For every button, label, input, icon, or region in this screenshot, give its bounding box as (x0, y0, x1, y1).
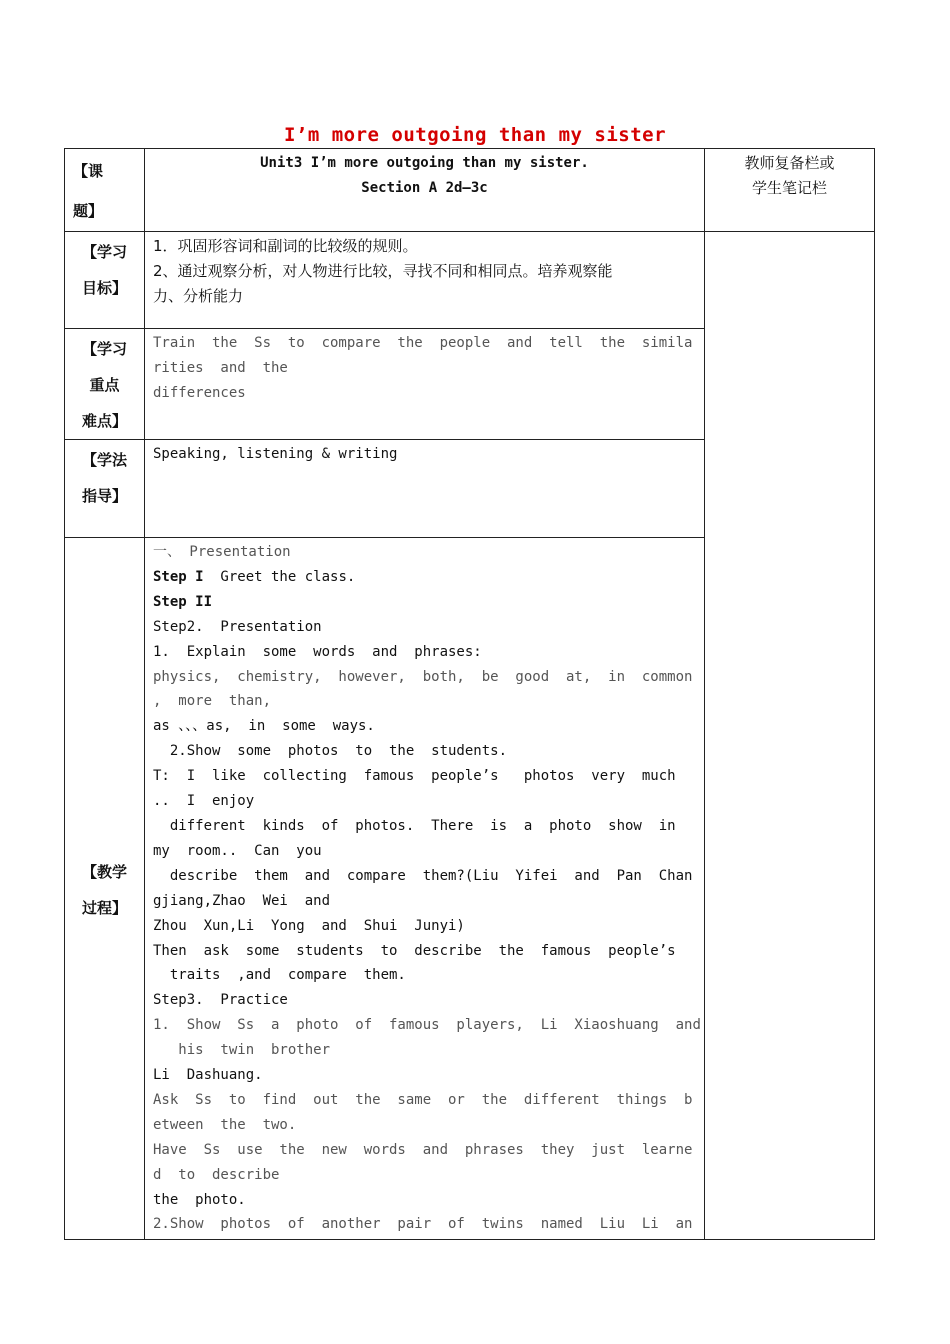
label-topic-line-2: 题】 (73, 202, 104, 220)
label-process-line-2: 过程】 (81, 898, 127, 917)
process-line: Step3. Practice (153, 992, 288, 1009)
process-line: describe them and compare them?(Liu Yifei and Pan Chan (153, 867, 693, 884)
document-title: I’m more outgoing than my sister (283, 124, 667, 146)
process-content (145, 538, 705, 1240)
process-line: 2.Show photos of another pair of twins named Liu Li an (153, 1216, 693, 1233)
process-line: , more than, (153, 693, 272, 710)
notes-header-line-1: 教师复备栏或 (744, 154, 835, 172)
notes-column-header (705, 149, 875, 232)
process-line: Ask Ss to find out the same or the different things b (153, 1091, 693, 1108)
process-line: .. I enjoy (153, 793, 255, 810)
process-line: gjiang,Zhao Wei and (153, 892, 331, 909)
process-line: Zhou Xun,Li Yong and Shui Junyi) (153, 917, 465, 934)
process-line: my room.. Can you (153, 842, 322, 859)
method-content (145, 440, 705, 538)
process-line: his twin brother (153, 1042, 331, 1059)
process-line: the photo. (153, 1191, 246, 1208)
process-line: Li Dashuang. (153, 1067, 263, 1084)
lesson-plan-table (64, 148, 875, 1240)
label-process (65, 538, 145, 1240)
process-line: traits ,and compare them. (153, 967, 406, 984)
topic-content (145, 149, 705, 232)
label-objectives-line-1: 【学习 (81, 243, 127, 261)
label-objectives-line-2: 目标】 (81, 279, 127, 297)
process-line: Step I Greet the class. (153, 568, 356, 585)
process-line: Then ask some students to describe the famous people’s (153, 942, 676, 959)
label-topic-line-1: 【课 (73, 162, 104, 180)
objectives-content (145, 232, 705, 329)
process-line: 2.Show some photos to the students. (153, 743, 508, 760)
process-line: 1. Explain some words and phrases: (153, 643, 482, 660)
notes-column (705, 232, 875, 1240)
section-title: Section A 2d—3c (361, 180, 488, 196)
label-key-points-line-2: 重点 (89, 376, 120, 394)
process-line-step-label: Step I (153, 568, 204, 585)
process-line: etween the two. (153, 1116, 297, 1133)
method-line-1: Speaking, listening & writing (153, 446, 398, 462)
key-point-line-2: rities and the (153, 359, 288, 376)
label-method (65, 440, 145, 538)
key-points-content (145, 329, 705, 440)
notes-header-line-2: 学生笔记栏 (751, 179, 827, 197)
label-method-line-2: 指导】 (81, 487, 127, 505)
process-line: 1. Show Ss a photo of famous players, Li Xiaoshuang and (153, 1017, 701, 1034)
label-method-line-1: 【学法 (81, 451, 127, 469)
process-line: as 、、、as, in some ways. (153, 718, 375, 735)
process-line: Step2. Presentation (153, 618, 322, 635)
key-point-line-1: Train the Ss to compare the people and tell the simila (153, 335, 693, 351)
row-topic (65, 149, 875, 232)
process-line: 一、 Presentation (153, 544, 291, 560)
process-line: Step II (153, 593, 213, 610)
process-line: physics, chemistry, however, both, be good at, in common (153, 668, 693, 685)
label-process-line-1: 【教学 (81, 862, 127, 881)
process-line: T: I like collecting famous people’s photos very much (153, 768, 676, 785)
label-key-points-line-1: 【学习 (81, 340, 127, 358)
objective-line-2: 2、通过观察分析，对人物进行比较，寻找不同和相同点。培养观察能 (153, 262, 613, 280)
process-line: different kinds of photos. There is a photo show in (153, 817, 676, 834)
objective-line-3: 力、分析能力 (153, 287, 244, 305)
label-topic (65, 149, 145, 232)
key-point-line-3: differences (153, 384, 246, 401)
row-objectives (65, 232, 875, 329)
unit-title: Unit3 I’m more outgoing than my sister. (260, 155, 589, 171)
process-line: d to describe (153, 1166, 280, 1183)
label-key-points-line-3: 难点】 (81, 412, 127, 430)
objective-line-1: 1．巩固形容词和副词的比较级的规则。 (153, 237, 418, 255)
label-objectives (65, 232, 145, 329)
process-line: Have Ss use the new words and phrases they just learne (153, 1141, 693, 1158)
label-key-points (65, 329, 145, 440)
